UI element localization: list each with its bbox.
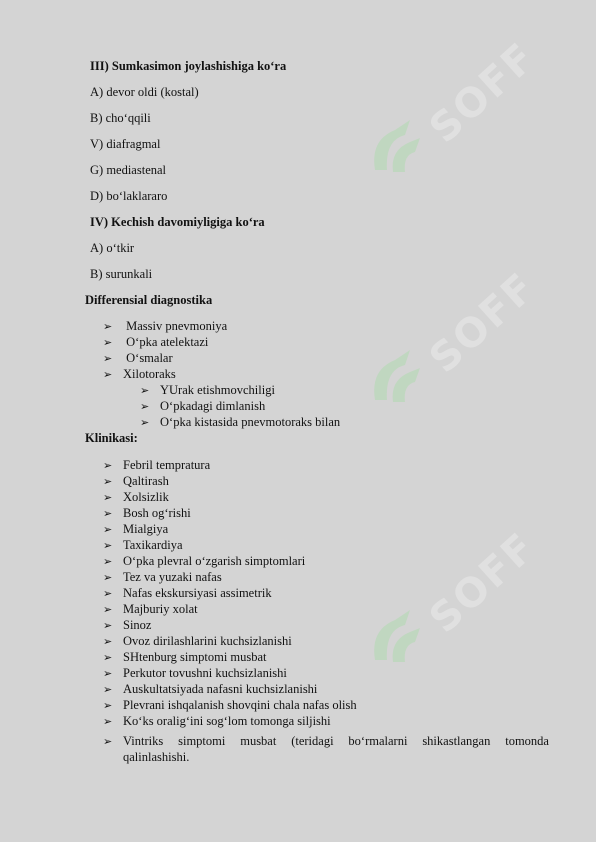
list-item: ➢ Xilotoraks <box>103 367 176 381</box>
section4-heading: IV) Kechish davomiyligiga ko‘ra <box>90 215 265 229</box>
arrow-bullet-icon: ➢ <box>103 715 113 728</box>
section3-item: G) mediastenal <box>90 163 167 177</box>
list-item-text: O‘pka plevral o‘zgarish simptomlari <box>123 554 306 568</box>
list-item <box>103 650 267 665</box>
watermark-text: SOFF <box>421 34 546 153</box>
list-item-text: Sinoz <box>123 618 152 632</box>
list-item <box>103 618 151 633</box>
list-item-text: Perkutor tovushni kuchsizlanishi <box>123 666 287 680</box>
list-item <box>103 506 191 521</box>
list-item: ➢ Vintriks simptomi musbat (teridagi bo‘rmalarni shikastlangan tomonda <box>103 734 549 748</box>
arrow-bullet-icon: ➢ <box>103 352 113 365</box>
watermark-logo-icon <box>365 110 425 180</box>
watermark-text: SOFF <box>421 524 546 643</box>
list-item <box>103 458 210 473</box>
sub-list-item: ➢ O‘pkadagi dimlanish <box>140 399 266 413</box>
section3-item: V) diafragmal <box>90 137 161 151</box>
arrow-bullet-icon: ➢ <box>103 491 113 504</box>
list-item-text: Mialgiya <box>123 522 169 536</box>
list-item-text: Ovoz dirilashlarini kuchsizlanishi <box>123 634 292 648</box>
arrow-bullet-icon: ➢ <box>103 475 113 488</box>
watermark <box>365 34 555 200</box>
list-item: ➢ Massiv pnevmoniya <box>103 319 228 333</box>
list-item <box>103 698 357 713</box>
arrow-bullet-icon: ➢ <box>103 667 113 680</box>
arrow-bullet-icon: ➢ <box>103 619 113 632</box>
arrow-bullet-icon: ➢ <box>103 523 113 536</box>
arrow-bullet-icon: ➢ <box>103 459 113 472</box>
list-item-text: Plevrani ishqalanish shovqini chala nafas olish <box>123 698 357 712</box>
arrow-bullet-icon: ➢ <box>103 555 113 568</box>
list-item <box>103 602 198 617</box>
arrow-bullet-icon: ➢ <box>103 699 113 712</box>
list-item <box>103 586 272 601</box>
arrow-bullet-icon: ➢ <box>140 384 150 397</box>
arrow-bullet-icon: ➢ <box>103 683 113 696</box>
watermark <box>365 264 555 430</box>
list-item-text: Majburiy xolat <box>123 602 198 616</box>
section4-item: B) surunkali <box>90 267 153 281</box>
list-item <box>103 570 222 585</box>
list-item-text: Qaltirash <box>123 474 169 488</box>
list-item-text: Auskultatsiyada nafasni kuchsizlanishi <box>123 682 318 696</box>
list-item <box>103 634 292 649</box>
arrow-bullet-icon: ➢ <box>140 416 150 429</box>
list-item: ➢ O‘pka atelektazi <box>103 335 209 349</box>
sub-list-item: ➢ YUrak etishmovchiligi <box>140 383 275 397</box>
list-item <box>103 666 287 681</box>
list-item: ➢ O‘smalar <box>103 351 173 365</box>
list-item-text: Ko‘ks oralig‘ini sog‘lom tomonga siljishi <box>123 714 331 728</box>
list-item-continuation: qalinlashishi. <box>123 750 190 764</box>
list-item-text: Bosh og‘rishi <box>123 506 191 520</box>
watermark <box>365 524 555 690</box>
arrow-bullet-icon: ➢ <box>103 539 113 552</box>
section3-heading: III) Sumkasimon joylashishiga ko‘ra <box>90 59 287 73</box>
list-item <box>103 538 183 553</box>
sub-list-item: ➢ O‘pka kistasida pnevmotoraks bilan <box>140 415 341 429</box>
list-item-text: Nafas ekskursiyasi assimetrik <box>123 586 272 600</box>
list-item-text: SHtenburg simptomi musbat <box>123 650 267 664</box>
arrow-bullet-icon: ➢ <box>103 651 113 664</box>
list-item-text: Xolsizlik <box>123 490 169 504</box>
list-item <box>103 522 168 537</box>
list-item <box>103 714 331 729</box>
list-item-text: Tez va yuzaki nafas <box>123 570 222 584</box>
section3-item: B) cho‘qqili <box>90 111 151 125</box>
arrow-bullet-icon: ➢ <box>140 400 150 413</box>
section3-item: D) bo‘laklararo <box>90 189 168 203</box>
section4-item: A) o‘tkir <box>90 241 135 255</box>
watermark-logo-icon <box>365 340 425 410</box>
arrow-bullet-icon: ➢ <box>103 635 113 648</box>
watermark-logo-icon <box>365 600 425 670</box>
list-item <box>103 474 169 489</box>
differential-heading: Differensial diagnostika <box>85 293 213 307</box>
arrow-bullet-icon: ➢ <box>103 320 113 333</box>
list-item-text: Febril tempratura <box>123 458 211 472</box>
arrow-bullet-icon: ➢ <box>103 603 113 616</box>
arrow-bullet-icon: ➢ <box>103 336 113 349</box>
list-item <box>103 682 317 697</box>
list-item <box>103 490 169 505</box>
watermark-text: SOFF <box>421 264 546 383</box>
clinic-heading: Klinikasi: <box>85 431 138 445</box>
arrow-bullet-icon: ➢ <box>103 735 113 748</box>
arrow-bullet-icon: ➢ <box>103 571 113 584</box>
arrow-bullet-icon: ➢ <box>103 507 113 520</box>
arrow-bullet-icon: ➢ <box>103 587 113 600</box>
arrow-bullet-icon: ➢ <box>103 368 113 381</box>
list-item-text: Taxikardiya <box>123 538 183 552</box>
section3-item: A) devor oldi (kostal) <box>90 85 199 99</box>
list-item <box>103 554 305 569</box>
